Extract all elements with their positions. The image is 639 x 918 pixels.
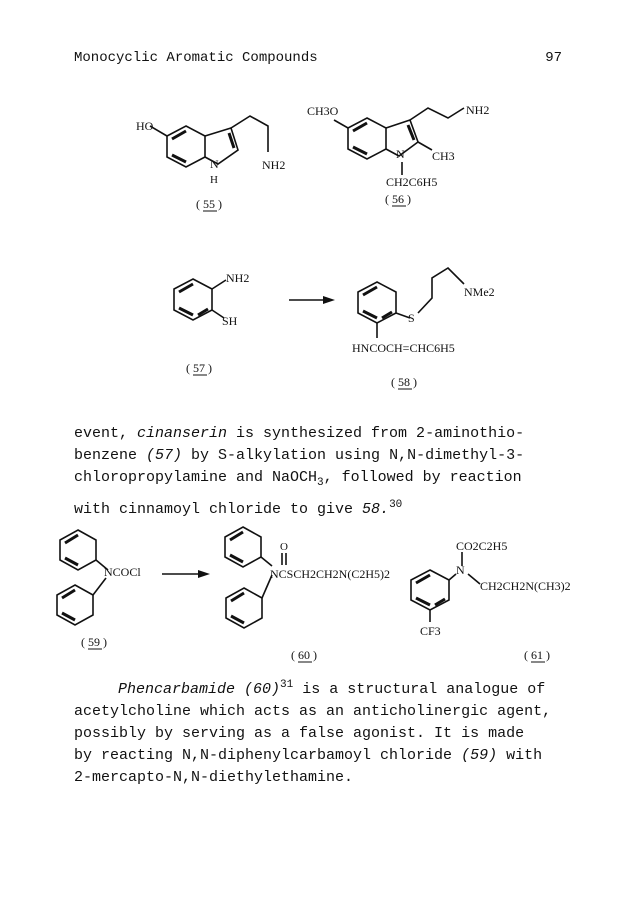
text-line: by reacting N,N-diphenylcarbamoyl chloride (59) with [74,747,543,764]
hydrogen-label: H [210,174,218,186]
svg-text:): ) [313,648,317,662]
compound-ref: 58. [362,501,390,518]
compound-number-61: 61 [531,648,543,662]
dimethylamine-label: NMe2 [464,285,495,299]
nitrogen-label: N [396,147,405,161]
amine-label: NH2 [466,103,490,117]
text-line: event, cinanserin is synthesized from 2-aminothio- [74,425,525,442]
compound-ref: (60) [235,681,281,698]
text-line: chloropropylamine and NaOCH$_3$, followed by reaction [74,469,522,489]
text-line: possibly by serving as a false agonist. It is made [74,725,525,742]
nitrogen-label: N [456,563,465,577]
compound-number-58: 58 [398,375,410,389]
drug-name: Phencarbamide [118,681,236,698]
svg-text:): ) [218,197,222,211]
svg-text:): ) [546,648,550,662]
svg-text:(: ( [81,635,85,649]
structure-57 [174,271,249,375]
structure-58 [352,268,495,389]
compound-number-60: 60 [298,648,310,662]
text-line: 2-mercapto-N,N-diethylethamine. [74,769,354,786]
methyl-label: CH3 [432,149,455,163]
compound-number-59: 59 [88,635,100,649]
thiocarbamate-label: NCSCH2CH2N(C2H5)2 [270,567,391,581]
svg-text:): ) [413,375,417,389]
svg-text:(: ( [291,648,295,662]
structure-61 [411,539,571,662]
text-line: acetylcholine which acts as an anticholinergic agent, [74,703,552,720]
text-line: with cinnamoyl chloride to give 58.30 [74,499,403,518]
nitrogen-label: N [210,157,219,171]
svg-text:(: ( [186,361,190,375]
svg-text:(: ( [391,375,395,389]
compound-ref: (59) [461,747,498,764]
svg-text:(: ( [385,192,389,206]
ester-label: CO2C2H5 [456,539,508,553]
trifluoromethyl-label: CF3 [420,624,441,638]
reaction-arrow [289,296,335,304]
svg-text:): ) [208,361,212,375]
amine-label: NH2 [226,271,250,285]
sulfur-label: S [408,311,415,325]
svg-text:): ) [407,192,411,206]
compound-number-55: 55 [203,197,215,211]
drug-name: cinanserin [137,425,228,442]
paragraph-cinanserin [74,423,574,521]
carbamoyl-chloride-label: NCOCl [104,565,141,579]
cinnamamide-label: HNCOCH=CHC6H5 [352,341,455,355]
reaction-arrow [162,570,210,578]
text-line: Phencarbamide $(60)^{31}$ is a structural analogue of [118,679,546,698]
carbonyl-oxygen-label: O [280,541,288,553]
dimethylaminoethyl-label: CH2CH2N(CH3)2 [480,579,571,593]
hydroxy-label: HO [136,119,154,133]
methoxy-label: CH3O [307,104,339,118]
compound-number-56: 56 [392,192,404,206]
citation: 30 [389,499,403,511]
compound-ref: (57) [146,447,183,464]
structure-56 [307,103,489,206]
svg-text:(: ( [196,197,200,211]
structure-59 [57,530,141,649]
thiol-label: SH [222,314,238,328]
running-head: Monocyclic Aromatic Compounds [74,50,318,66]
structure-55 [136,116,285,211]
amine-label: NH2 [262,158,286,172]
structure-60 [225,527,390,662]
benzyl-label: CH2C6H5 [386,175,438,189]
text-line: benzene (57) by S-alkylation using N,N-dimethyl-3- [74,447,525,464]
page-number: 97 [545,50,562,66]
paragraph-phencarbamide [74,674,574,789]
citation: 31 [280,679,294,691]
compound-number-57: 57 [193,361,205,375]
svg-text:(: ( [524,648,528,662]
svg-text:): ) [103,635,107,649]
